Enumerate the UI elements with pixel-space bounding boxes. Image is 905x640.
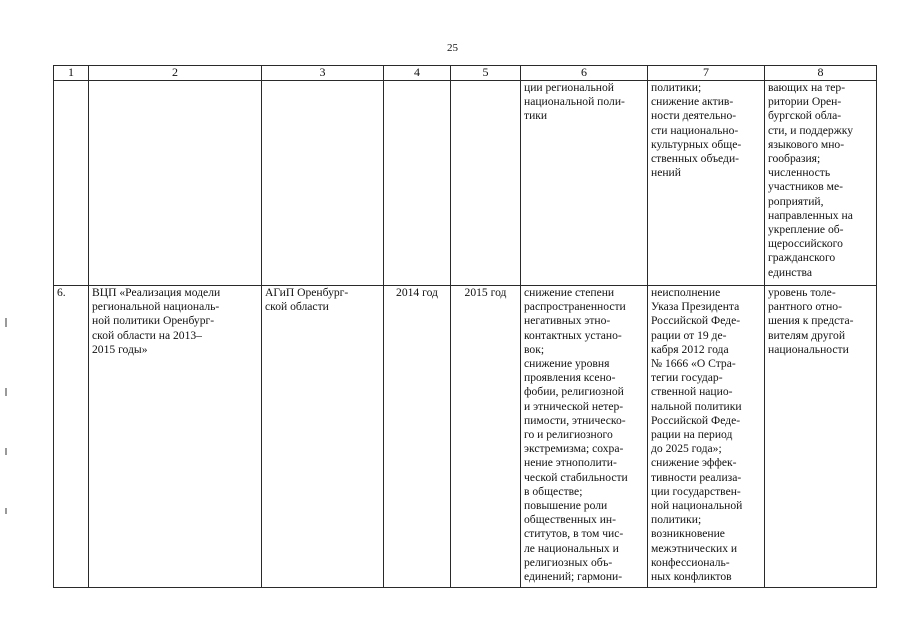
responsible-executor (262, 81, 384, 286)
row-number: 6. (54, 286, 89, 588)
program-table (53, 65, 877, 588)
page-number: 25 (447, 42, 458, 54)
scan-margin-mark (5, 318, 7, 327)
column-number-row (54, 66, 877, 81)
column-number: 3 (262, 66, 384, 81)
end-year: 2015 год (451, 286, 521, 588)
expected-results: снижение степени распространенности негативных этно- контактных устано- вок; снижение уровня проявления ксено- фобии, религиозной и этнической нетер- пимости, этническо- го и религиозного экстремизма; сохра- нение этнополити- ческой стабильности в обществе; повышение роли общественных ин- ститутов, в том чис- ле национальных и религиозных объ- единений; гармони- (521, 286, 648, 588)
table-row (54, 81, 877, 286)
column-number: 4 (384, 66, 451, 81)
indicators-text: вающих на тер- ритории Орен- бургской обла- сти, и поддержку языкового мно- гообразия; численность участников ме- роприятий, направленных на укрепление об- щероссийского гражданского единства (765, 81, 877, 286)
start-year: 2014 год (384, 286, 451, 588)
column-number: 2 (89, 66, 262, 81)
scan-margin-mark (5, 448, 7, 455)
program-name (89, 81, 262, 286)
scan-margin-mark (5, 388, 7, 396)
table-row (54, 286, 877, 588)
expected-results: ции региональной национальной поли- тики (521, 81, 648, 286)
consequences-text: неисполнение Указа Президента Российской Феде- рации от 19 де- кабря 2012 года № 1666 «О Стра- тегии государ- ственной нацио- нальной политики Российской Феде- рации на период до 2025 года»; снижение эффек- тивности реализа- ции государствен- ной национальной политики; возникновение межэтнических и конфессиональ- ных конфликтов (648, 286, 765, 588)
row-number (54, 81, 89, 286)
program-name: ВЦП «Реализация модели региональной националь- ной политики Оренбург- ской области на 2013– 2015 годы» (89, 286, 262, 588)
scan-margin-mark (5, 508, 7, 514)
end-year (451, 81, 521, 286)
consequences-text: политики; снижение актив- ности деятельно- сти национально- культурных обще- ственных объеди- нений (648, 81, 765, 286)
column-number: 1 (54, 66, 89, 81)
column-number: 6 (521, 66, 648, 81)
indicators-text: уровень толе- рантного отно- шения к предста- вителям другой национальности (765, 286, 877, 588)
column-number: 7 (648, 66, 765, 81)
column-number: 8 (765, 66, 877, 81)
start-year (384, 81, 451, 286)
responsible-executor: АГиП Оренбург- ской области (262, 286, 384, 588)
column-number: 5 (451, 66, 521, 81)
